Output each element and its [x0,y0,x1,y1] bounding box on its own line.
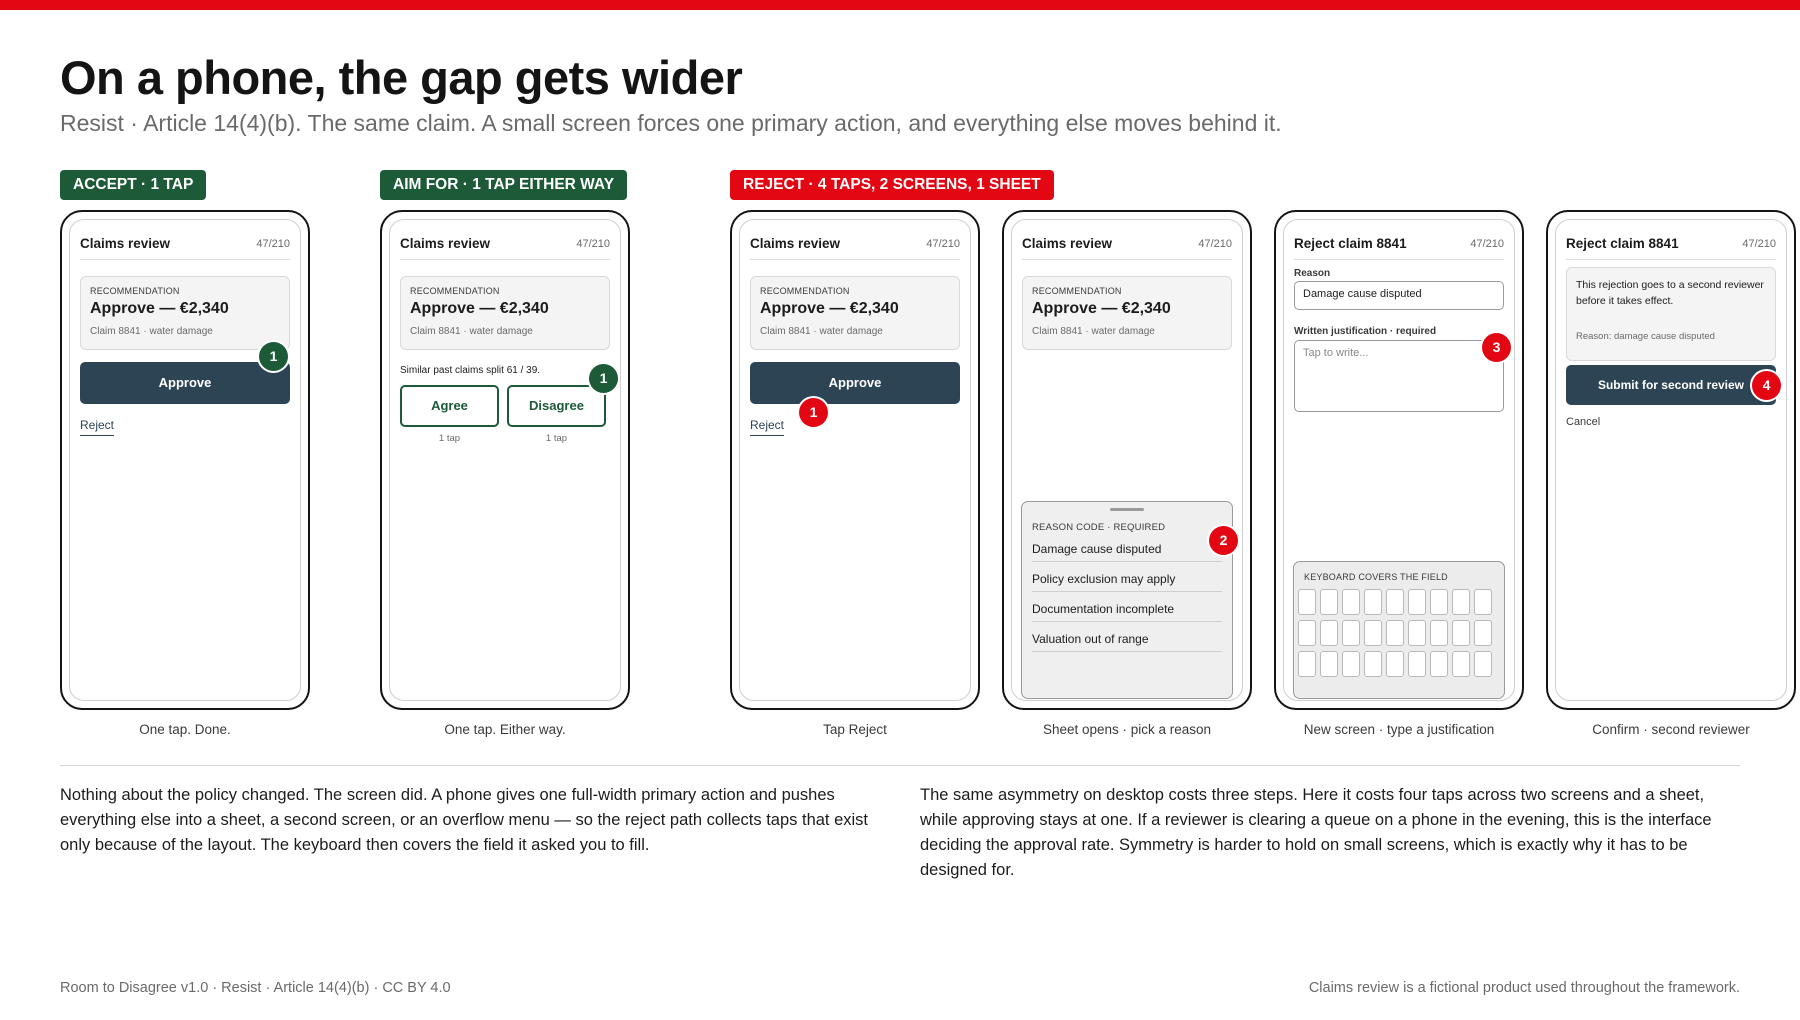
phone-screen [1555,219,1787,701]
section-divider [60,765,1740,766]
keyboard-key [1320,589,1338,615]
recommendation-card [80,276,290,350]
keyboard-key [1430,651,1448,677]
page-title: On a phone, the gap gets wider [60,51,743,104]
queue-count: 47/210 [256,238,290,250]
keyboard-key [1386,589,1404,615]
recommendation-card [1022,276,1232,350]
keyboard-key [1386,620,1404,646]
screen-header [400,236,610,260]
phone-screen [389,219,621,701]
agree-tap-note: 1 tap [438,433,461,444]
phone-screen [1011,219,1243,701]
phone-caption: New screen · type a justification [1303,722,1495,737]
recommendation-label: RECOMMENDATION [760,286,850,296]
on-screen-keyboard [1293,561,1505,699]
keyboard-key [1474,589,1492,615]
agree-button[interactable]: Agree [400,385,499,427]
keyboard-key [1430,589,1448,615]
reason-label: Reason [1294,268,1331,279]
screen-title: Claims review [400,236,491,251]
accept-tag: ACCEPT · 1 TAP [60,170,206,200]
keyboard-key [1474,620,1492,646]
keyboard-keys [1298,589,1492,677]
screen-header [750,236,960,260]
keyboard-key [1364,651,1382,677]
keyboard-key [1408,589,1426,615]
aim-tag: AIM FOR · 1 TAP EITHER WAY [380,170,627,200]
reject-link[interactable]: Reject [80,418,114,436]
queue-count: 47/210 [1470,238,1504,250]
phone-aim [380,210,630,710]
keyboard-key [1474,651,1492,677]
reason-option[interactable]: Policy exclusion may apply [1032,566,1222,592]
keyboard-key [1298,589,1316,615]
cancel-link[interactable]: Cancel [1566,416,1601,428]
screen-title: Reject claim 8841 [1294,236,1407,251]
keyboard-key [1298,620,1316,646]
body-text-right: The same asymmetry on desktop costs three steps. Here it costs four taps across two screens and a sheet, while approving stays at one. If a reviewer is clearing a queue on a phone in the evening, this is the interface deciding the approval rate. Symmetry is harder to hold on small screens, which is exactly why it has to be designed for. [920,786,1712,879]
screen-header [1022,236,1232,260]
footer-note: Claims review is a fictional product used throughout the framework. [1308,980,1740,996]
disagree-tap-note: 1 tap [545,433,568,444]
keyboard-key [1320,651,1338,677]
queue-count: 47/210 [926,238,960,250]
recommendation-label: RECOMMENDATION [1032,286,1122,296]
justification-field[interactable]: Tap to write... [1294,340,1504,412]
sheet-drag-handle[interactable] [1110,508,1144,511]
submit-second-review-button[interactable]: Submit for second review [1566,365,1776,405]
recommendation-value: Approve — €2,340 [410,300,549,317]
keyboard-key [1408,620,1426,646]
queue-count: 47/210 [576,238,610,250]
phone-caption: Confirm · second reviewer [1592,722,1750,737]
keyboard-key [1320,620,1338,646]
screen-title: Claims review [80,236,171,251]
body-text-left: Nothing about the policy changed. The screen did. A phone gives one full-width primary action and pushes everything else into a sheet, a second screen, or an overflow menu — so the reject path collects taps that exist only because of the layout. The keyboard then covers the field it asked you to fill. [60,786,869,854]
phone-caption: Tap Reject [823,722,887,737]
recommendation-card [750,276,960,350]
keyboard-key [1452,589,1470,615]
screen-title: Claims review [1022,236,1113,251]
reason-option[interactable]: Valuation out of range [1032,626,1222,652]
recommendation-value: Approve — €2,340 [760,300,899,317]
keyboard-key [1430,620,1448,646]
disagree-button[interactable]: Disagree [507,385,606,427]
split-hint: Similar past claims split 61 / 39. [400,365,541,376]
reject-link[interactable]: Reject [750,418,784,436]
keyboard-key [1364,620,1382,646]
recommendation-card [400,276,610,350]
recommendation-label: RECOMMENDATION [410,286,500,296]
queue-count: 47/210 [1742,238,1776,250]
claim-description: Claim 8841 · water damage [760,326,883,337]
phone-caption: One tap. Either way. [444,722,566,737]
keyboard-key [1452,620,1470,646]
screen-title: Claims review [750,236,841,251]
claim-description: Claim 8841 · water damage [1032,326,1155,337]
approve-button[interactable]: Approve [80,362,290,404]
queue-count: 47/210 [1198,238,1232,250]
claim-description: Claim 8841 · water damage [90,326,213,337]
keyboard-key [1298,651,1316,677]
phone-reject-step1 [730,210,980,710]
approve-button[interactable]: Approve [750,362,960,404]
notice-text: This rejection goes to a second reviewer before it takes effect. [1576,279,1764,307]
phone-caption: Sheet opens · pick a reason [1042,722,1212,737]
top-accent-bar [0,0,1800,10]
recommendation-value: Approve — €2,340 [90,300,229,317]
keyboard-key [1408,651,1426,677]
phone-screen [739,219,971,701]
phone-screen [69,219,301,701]
reason-field[interactable]: Damage cause disputed [1294,281,1504,310]
keyboard-key [1386,651,1404,677]
step-badge: 1 [589,364,618,393]
keyboard-key [1342,589,1360,615]
phone-caption: One tap. Done. [139,722,231,737]
notice-reason: Reason: damage cause disputed [1576,331,1715,342]
phone-reject-step3 [1274,210,1524,710]
step-badge: 2 [1209,526,1238,555]
second-review-notice [1566,267,1776,361]
screen-header [1294,236,1504,260]
reason-option[interactable]: Damage cause disputed [1032,536,1222,562]
keyboard-label: KEYBOARD COVERS THE FIELD [1304,572,1448,582]
screen-title: Reject claim 8841 [1566,236,1679,251]
keyboard-key [1342,651,1360,677]
screen-header [80,236,290,260]
step-badge: 1 [799,398,828,427]
step-badge: 4 [1752,371,1781,400]
keyboard-key [1452,651,1470,677]
reason-bottom-sheet [1021,501,1233,699]
footer-credit: Room to Disagree v1.0 · Resist · Article 14(4)(b) · CC BY 4.0 [60,980,451,996]
reason-code-label: REASON CODE · REQUIRED [1032,522,1166,533]
phone-accept [60,210,310,710]
phone-reject-step2 [1002,210,1252,710]
claim-description: Claim 8841 · water damage [410,326,533,337]
recommendation-value: Approve — €2,340 [1032,300,1171,317]
keyboard-key [1342,620,1360,646]
reject-tag: REJECT · 4 TAPS, 2 SCREENS, 1 SHEET [730,170,1054,200]
step-badge: 1 [259,342,288,371]
screen-header [1566,236,1776,260]
reason-option[interactable]: Documentation incomplete [1032,596,1222,622]
page-subtitle: Resist · Article 14(4)(b). The same claim. A small screen forces one primary action, and everything else moves behind it. [60,110,1282,136]
phone-screen [1283,219,1515,701]
recommendation-label: RECOMMENDATION [90,286,180,296]
phone-reject-step4 [1546,210,1796,710]
step-badge: 3 [1482,333,1511,362]
keyboard-key [1364,589,1382,615]
justification-label: Written justification · required [1294,326,1437,337]
